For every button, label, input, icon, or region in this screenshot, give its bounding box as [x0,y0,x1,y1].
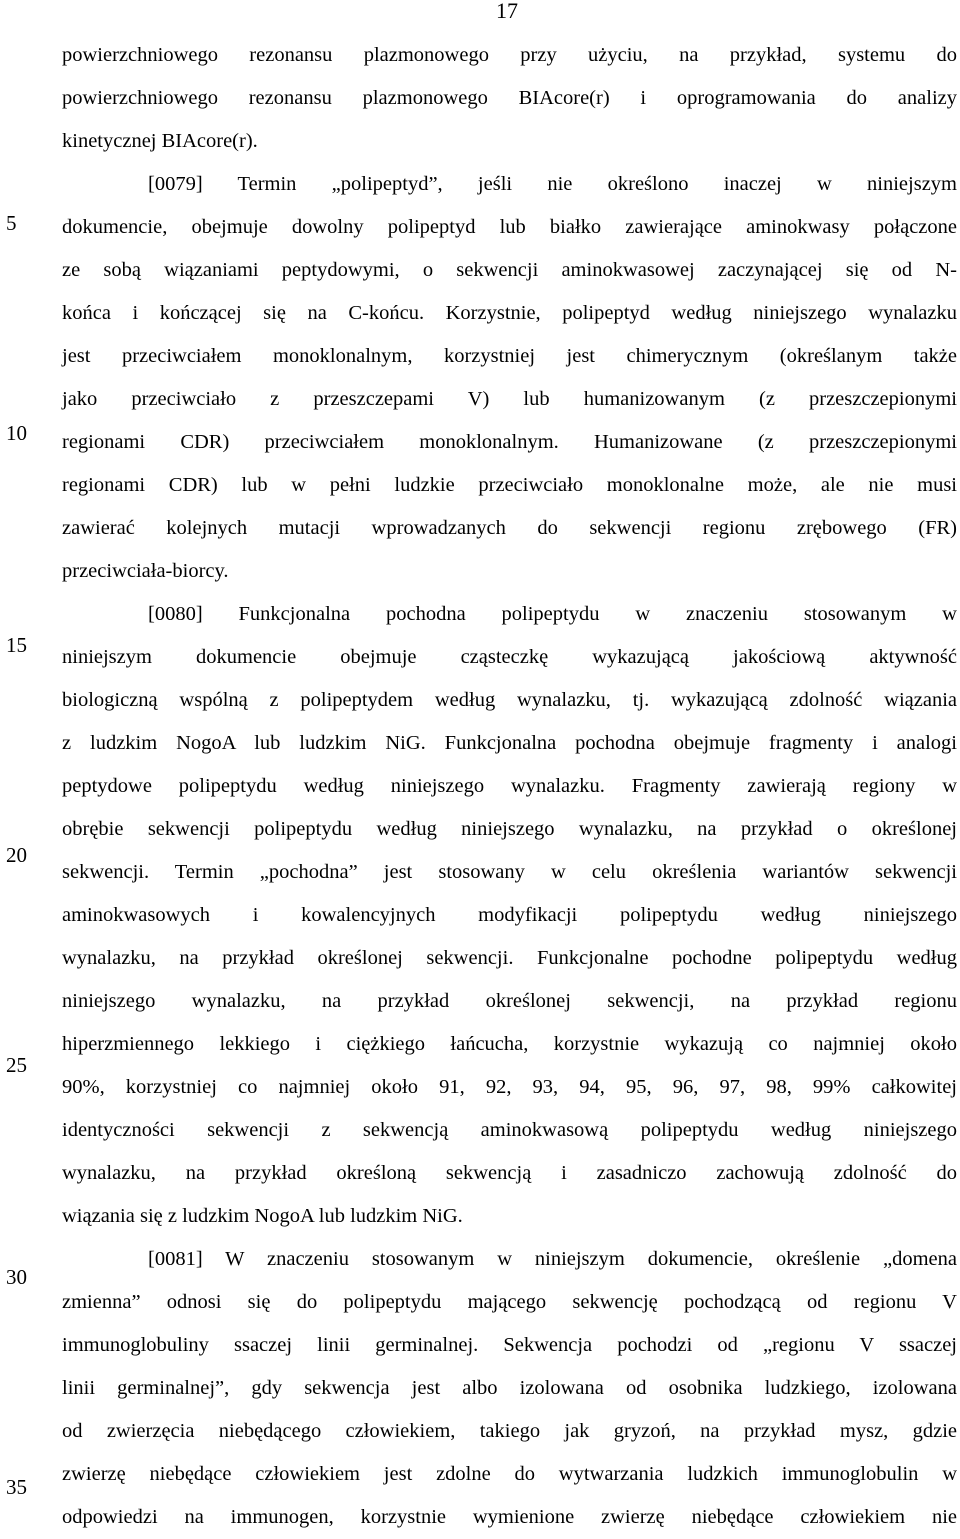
body-text [62,34,957,1539]
paragraph-0079-start: [0079] Termin „polipeptyd”, jeśli nie określono inaczej w niniejszym [148,173,957,195]
text-line: odpowiedzi na immunogen, korzystnie wymienione zwierzę niebędące człowiekiem nie [62,1506,957,1528]
text-line: zmienna” odnosi się do polipeptydu mającego sekwencję pochodzącą od regionu V [62,1291,957,1313]
text-line: powierzchniowego rezonansu plazmonowego przy użyciu, na przykład, systemu do [62,44,957,66]
text-line: aminokwasowych i kowalencyjnych modyfikacji polipeptydu według niniejszego [62,904,957,926]
text-line: obrębie sekwencji polipeptydu według niniejszego wynalazku, na przykład o określonej [62,818,957,840]
text-line: końca i kończącej się na C-końcu. Korzystnie, polipeptyd według niniejszego wynalazku [62,302,957,324]
text-line: od zwierzęcia niebędącego człowiekiem, takiego jak gryzoń, na przykład mysz, gdzie [62,1420,957,1442]
text-line: regionami CDR) przeciwciałem monoklonalnym. Humanizowane (z przeszczepionymi [62,431,957,453]
text-line: z ludzkim NogoA lub ludzkim NiG. Funkcjonalna pochodna obejmuje fragmenty i analogi [62,732,957,754]
text-line: zwierzę niebędące człowiekiem jest zdolne do wytwarzania ludzkich immunoglobulin w [62,1463,957,1485]
text-line: wynalazku, na przykład określoną sekwencją i zasadniczo zachowują zdolność do [62,1162,957,1184]
text-line: powierzchniowego rezonansu plazmonowego BIAcore(r) i oprogramowania do analizy [62,87,957,109]
line-number-10: 10 [6,421,27,445]
text-line: 90%, korzystniej co najmniej około 91, 92, 93, 94, 95, 96, 97, 98, 99% całkowitej [62,1076,957,1098]
text-line: zawierać kolejnych mutacji wprowadzanych do sekwencji regionu zrębowego (FR) [62,517,957,539]
text-line: regionami CDR) lub w pełni ludzkie przeciwciało monoklonalne może, ale nie musi [62,474,957,496]
text-line: niniejszego wynalazku, na przykład określonej sekwencji, na przykład regionu [62,990,957,1012]
text-line: identyczności sekwencji z sekwencją aminokwasową polipeptydu według niniejszego [62,1119,957,1141]
text-line: kinetycznej BIAcore(r). [62,130,258,152]
text-line: peptydowe polipeptydu według niniejszego wynalazku. Fragmenty zawierają regiony w [62,775,957,797]
text-line: jako przeciwciało z przeszczepami V) lub humanizowanym (z przeszczepionymi [62,388,957,410]
line-number-35: 35 [6,1475,27,1499]
text-line: ze sobą wiązaniami peptydowymi, o sekwencji aminokwasowej zaczynającej się od N- [62,259,957,281]
paragraph-0080-start: [0080] Funkcjonalna pochodna polipeptydu w znaczeniu stosowanym w [148,603,957,625]
text-line: sekwencji. Termin „pochodna” jest stosowany w celu określenia wariantów sekwencji [62,861,957,883]
line-number-column [0,0,40,1505]
text-line: niniejszym dokumencie obejmuje cząsteczkę wykazującą jakościową aktywność [62,646,957,668]
line-number-5: 5 [6,211,17,235]
text-line: immunoglobuliny ssaczej linii germinalnej. Sekwencja pochodzi od „regionu V ssaczej [62,1334,957,1356]
page-number: 17 [496,0,518,23]
line-number-25: 25 [6,1053,27,1077]
text-line: wynalazku, na przykład określonej sekwencji. Funkcjonalne pochodne polipeptydu według [62,947,957,969]
text-line: biologiczną wspólną z polipeptydem według wynalazku, tj. wykazującą zdolność wiązania [62,689,957,711]
line-number-20: 20 [6,843,27,867]
text-line: jest przeciwciałem monoklonalnym, korzystniej jest chimerycznym (określanym także [62,345,957,367]
paragraph-0081-start: [0081] W znaczeniu stosowanym w niniejszym dokumencie, określenie „domena [148,1248,957,1270]
line-number-30: 30 [6,1265,27,1289]
line-number-15: 15 [6,633,27,657]
text-line: linii germinalnej”, gdy sekwencja jest albo izolowana od osobnika ludzkiego, izolowana [62,1377,957,1399]
text-line: dokumencie, obejmuje dowolny polipeptyd lub białko zawierające aminokwasy połączone [62,216,957,238]
text-line: hiperzmiennego lekkiego i ciężkiego łańcucha, korzystnie wykazują co najmniej około [62,1033,957,1055]
text-line: wiązania się z ludzkim NogoA lub ludzkim NiG. [62,1205,463,1227]
text-line: przeciwciała-biorcy. [62,560,229,582]
